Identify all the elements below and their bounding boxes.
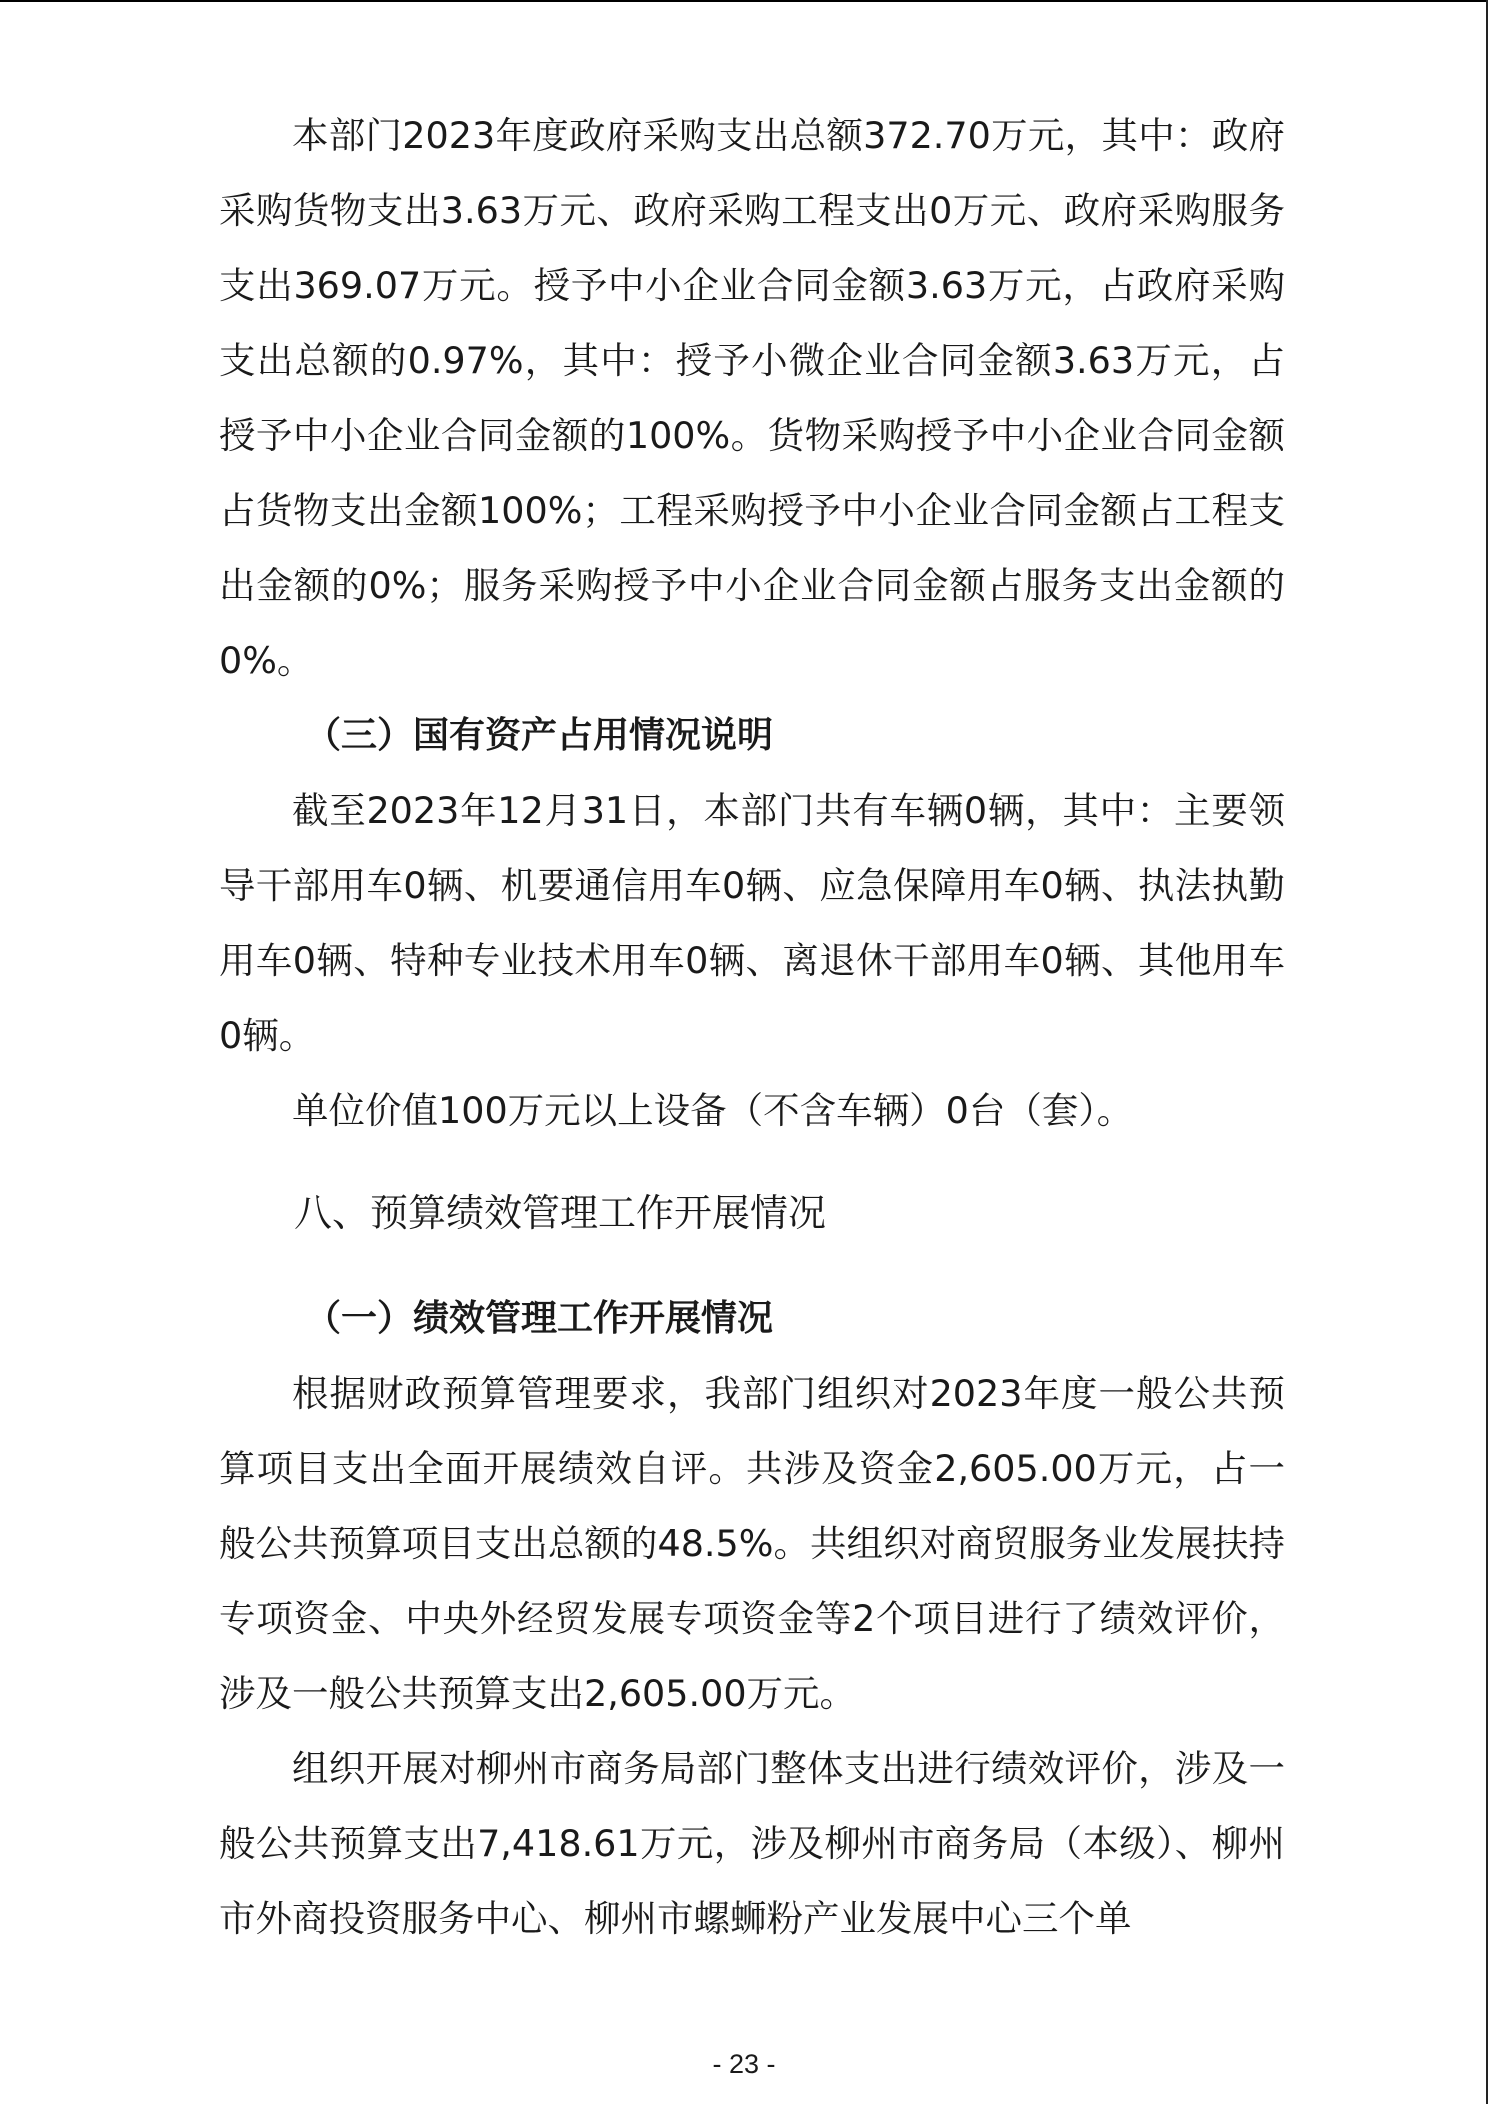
paragraph-performance-self-evaluation: 根据财政预算管理要求，我部门组织对2023年度一般公共预算项目支出全面开展绩效自评。共涉及资金2,605.00万元，占一般公共预算项目支出总额的48.5%。共组织对商贸服务业发展扶持专项资金、中央外经贸发展专项资金等2个项目进行了绩效评价，涉及一般公共预算支出2,605.00万元。 — [219, 1372, 1285, 1715]
top-border-line — [0, 0, 1488, 2]
paragraph-procurement: 本部门2023年度政府采购支出总额372.70万元，其中：政府采购货物支出3.63万元、政府采购工程支出0万元、政府采购服务支出369.07万元。授予中小企业合同金额3.63万元，占政府采购支出总额的0.97%，其中：授予小微企业合同金额3.63万元，占授予中小企业合同金额的100%。货物采购授予中小企业合同金额占货物支出金额100%；工程采购授予中小企业合同金额占工程支出金额的0%；服务采购授予中小企业合同金额占服务支出金额的0%。 — [219, 114, 1285, 682]
document-page — [219, 98, 1285, 1956]
paragraph-equipment: 单位价值100万元以上设备（不含车辆）0台（套）。 — [292, 1089, 1134, 1132]
page-number: - 23 - — [712, 2049, 776, 2079]
paragraph-vehicles: 截至2023年12月31日，本部门共有车辆0辆，其中：主要领导干部用车0辆、机要通信用车0辆、应急保障用车0辆、执法执勤用车0辆、特种专业技术用车0辆、离退休干部用车0辆、其他用车0辆。 — [219, 789, 1285, 1057]
heading-state-assets: （三）国有资产占用情况说明 — [305, 715, 774, 756]
heading-section-8: 八、预算绩效管理工作开展情况 — [294, 1191, 827, 1235]
paragraph-performance-overall: 组织开展对柳州市商务局部门整体支出进行绩效评价，涉及一般公共预算支出7,418.61万元，涉及柳州市商务局（本级）、柳州市外商投资服务中心、柳州市螺蛳粉产业发展中心三个单 — [219, 1747, 1285, 1940]
heading-performance-management: （一）绩效管理工作开展情况 — [305, 1298, 774, 1339]
